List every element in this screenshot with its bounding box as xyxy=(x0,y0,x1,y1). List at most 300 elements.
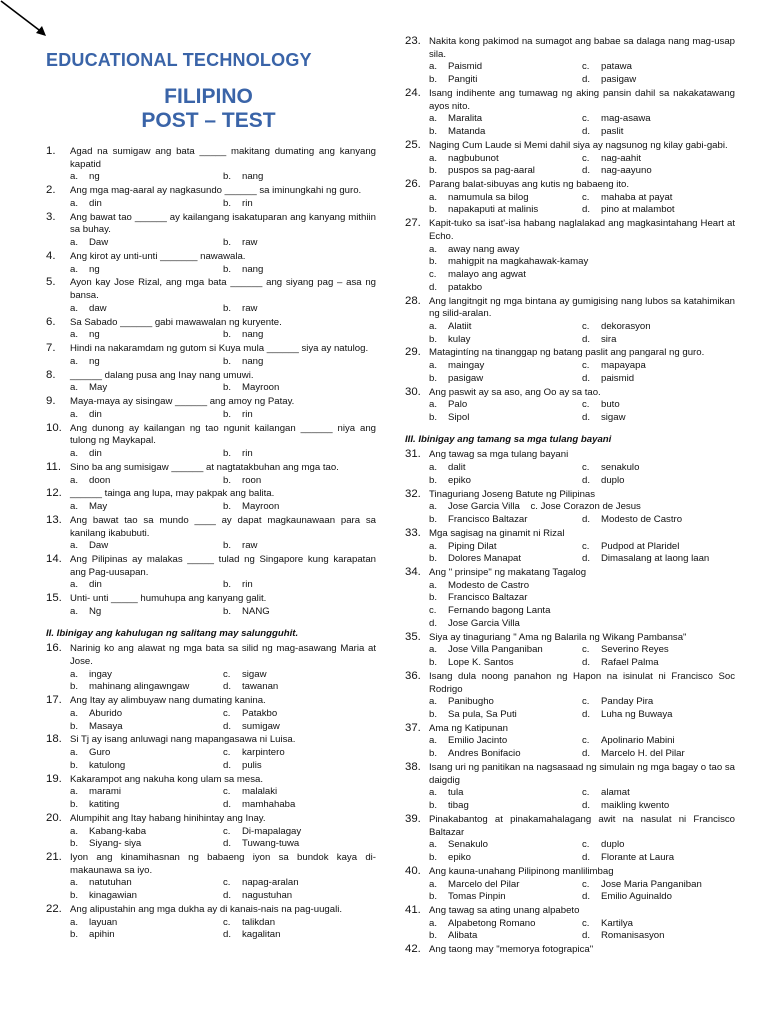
option-letter: c. xyxy=(582,113,590,125)
option-letter: a. xyxy=(70,668,79,680)
option-letter: d. xyxy=(223,799,232,811)
question-text: Ang dunong ay kailangan ng tao ngunit kailangan ______ niya ang tulong ng Maykapal. xyxy=(70,422,376,447)
question-number: 33. xyxy=(405,526,421,539)
answer-option xyxy=(429,126,582,139)
option-letter: b. xyxy=(429,657,438,669)
option-letter: a. xyxy=(70,448,79,460)
option-text: sira xyxy=(601,333,617,345)
option-text: maikling kwento xyxy=(601,800,670,812)
question-number: 5. xyxy=(46,276,56,289)
option-letter: a. xyxy=(70,579,79,591)
answer-option xyxy=(429,735,582,748)
answer-option xyxy=(429,541,582,554)
option-text: Alpabetong Romano xyxy=(448,917,536,929)
option-letter: c. xyxy=(582,399,590,411)
question-item xyxy=(405,140,735,178)
question-text: Ang bawat tao ______ ay kailangang isakatuparan ang kanyang mithiin sa buhay. xyxy=(70,211,376,236)
answer-option xyxy=(429,918,582,931)
answer-option xyxy=(70,917,223,930)
option-letter: b. xyxy=(223,408,232,420)
option-letter: d. xyxy=(582,553,591,565)
answer-options xyxy=(70,786,376,811)
option-letter: a. xyxy=(429,787,438,799)
option-text: puspos sa pag-aaral xyxy=(448,165,535,177)
answer-option xyxy=(223,303,376,316)
option-letter: c. xyxy=(582,540,590,552)
answer-option xyxy=(223,681,376,694)
question-text: Ang kauna-unahang Pilipinong manlilimbag xyxy=(429,865,614,877)
question-item xyxy=(405,671,735,722)
option-letter: c. xyxy=(582,917,590,929)
answer-option xyxy=(223,579,376,592)
option-text: sigaw xyxy=(242,668,267,680)
question-number: 36. xyxy=(405,669,421,682)
option-text: Tomas Pinpin xyxy=(448,891,506,903)
option-letter: b. xyxy=(429,592,438,604)
option-letter: c. xyxy=(582,191,590,203)
option-text: Di-mapalagay xyxy=(242,825,302,837)
option-text: duplo xyxy=(601,839,625,851)
question-number: 2. xyxy=(46,184,56,197)
option-text: epiko xyxy=(448,852,471,863)
question-number: 23. xyxy=(405,35,421,47)
answer-option xyxy=(582,126,735,139)
option-letter: d. xyxy=(582,748,591,760)
question-text: Kakarampot ang nakuha kong ulam sa mesa. xyxy=(70,773,264,785)
question-item xyxy=(405,387,735,425)
option-letter: a. xyxy=(70,605,79,617)
answer-option xyxy=(582,399,735,412)
option-text: nagbubunot xyxy=(448,152,499,164)
answer-options xyxy=(70,606,376,619)
option-text: nang xyxy=(242,355,264,367)
option-letter: a. xyxy=(429,320,438,332)
question-text: Tinaguriang Joseng Batute ng Pilipinas xyxy=(429,488,596,500)
option-letter: a. xyxy=(70,197,79,209)
question-text: Hindi na nakaramdam ng gutom si Kuya mula ______ siya ay natulog. xyxy=(70,343,369,355)
answer-option xyxy=(429,334,582,347)
option-text: maingay xyxy=(448,360,485,372)
option-text: patawa xyxy=(601,61,632,73)
question-item xyxy=(46,515,376,553)
question-item xyxy=(405,528,735,566)
question-text: Ama ng Katipunan xyxy=(429,722,508,734)
option-text: raw xyxy=(242,302,258,314)
question-number: 32. xyxy=(405,487,421,500)
answer-option xyxy=(429,165,582,178)
answer-option xyxy=(582,657,735,670)
option-letter: b. xyxy=(223,579,232,591)
answer-options xyxy=(70,877,376,902)
option-letter: a. xyxy=(70,501,79,513)
option-letter: d. xyxy=(582,126,591,138)
option-letter: c. xyxy=(223,877,231,889)
answer-option xyxy=(429,696,582,709)
question-number: 15. xyxy=(46,592,62,605)
answer-option xyxy=(223,171,376,184)
arrow-mark-icon xyxy=(0,0,50,40)
answer-options xyxy=(70,917,376,942)
page-title: FILIPINO xyxy=(164,85,253,108)
answer-options xyxy=(70,171,376,184)
option-letter: a. xyxy=(429,360,438,372)
question-item xyxy=(405,449,735,487)
question-number: 13. xyxy=(46,513,62,526)
question-item xyxy=(46,423,376,461)
answer-options xyxy=(429,501,735,526)
option-letter: b. xyxy=(223,474,232,486)
option-text: raw xyxy=(242,237,258,249)
answer-option xyxy=(429,657,582,670)
question-item xyxy=(46,488,376,513)
option-text: Kabang-kaba xyxy=(89,825,147,837)
question-text: Ang tawag sa ating unang alpabeto xyxy=(429,905,580,916)
option-letter: b. xyxy=(429,204,438,216)
question-item xyxy=(46,554,376,592)
option-text: Panday Pira xyxy=(601,696,654,708)
answer-option xyxy=(582,192,735,205)
option-letter: b. xyxy=(429,800,438,812)
option-letter: a. xyxy=(70,382,79,394)
option-text: Aburido xyxy=(89,707,123,719)
option-text: Masaya xyxy=(89,720,123,732)
question-number: 26. xyxy=(405,178,421,191)
answer-options xyxy=(70,329,376,342)
option-letter: c. xyxy=(582,644,590,656)
option-text: Mayroon xyxy=(242,382,280,394)
option-letter: b. xyxy=(70,838,79,850)
question-item xyxy=(46,904,376,942)
option-letter: d. xyxy=(582,930,591,942)
option-text: nagustuhan xyxy=(242,890,293,902)
option-text: Modesto de Castro xyxy=(601,514,683,526)
question-item xyxy=(46,734,376,772)
question-item xyxy=(46,146,376,184)
answer-option xyxy=(223,877,376,890)
question-number: 40. xyxy=(405,864,421,877)
answer-option xyxy=(582,514,735,527)
option-letter: a. xyxy=(70,877,79,889)
option-text: Jose Garcia Villa xyxy=(448,617,520,629)
option-text: Andres Bonifacio xyxy=(448,748,521,760)
question-number: 8. xyxy=(46,368,56,381)
option-letter: d. xyxy=(582,657,591,669)
answer-option xyxy=(70,747,223,760)
option-letter: d. xyxy=(223,838,232,850)
answer-options xyxy=(70,303,376,316)
option-text: tawanan xyxy=(242,681,279,693)
option-text: Luha ng Buwaya xyxy=(601,708,673,720)
answer-option xyxy=(582,735,735,748)
option-text: layuan xyxy=(89,916,118,928)
question-number: 35. xyxy=(405,630,421,643)
answer-option xyxy=(223,198,376,211)
answer-option xyxy=(429,475,582,488)
question-number: 29. xyxy=(405,346,421,359)
answer-option xyxy=(70,681,223,694)
option-text: pino at malambot xyxy=(601,204,675,216)
question-number: 12. xyxy=(46,487,62,500)
answer-option xyxy=(223,264,376,277)
option-text: May xyxy=(89,382,108,394)
question-item xyxy=(46,212,376,250)
option-letter: b. xyxy=(429,891,438,903)
option-text: Fernando bagong Lanta xyxy=(448,605,551,617)
option-letter: b. xyxy=(223,605,232,617)
question-text: Mga sagisag na ginamit ni Rizal xyxy=(429,527,565,539)
option-letter: d. xyxy=(582,891,591,903)
question-text: Isang indihente ang tumawag ng aking pansin dahil sa nakakatawang ayos nito. xyxy=(429,87,735,112)
answer-option xyxy=(70,501,223,514)
option-letter: a. xyxy=(70,540,79,552)
option-letter: b. xyxy=(223,237,232,249)
option-letter: a. xyxy=(70,474,79,486)
question-number: 3. xyxy=(46,210,56,223)
option-text: Severino Reyes xyxy=(601,644,669,656)
answer-option xyxy=(429,204,582,217)
option-letter: d. xyxy=(582,333,591,345)
option-text: Modesto de Castro xyxy=(448,579,530,591)
option-text: talikdan xyxy=(242,916,276,928)
question-item xyxy=(405,567,735,631)
question-text: Iyon ang kinamihasnan ng babaeng iyon sa bundok kaya di-makaunawa sa iyo. xyxy=(70,852,376,876)
option-text: alamat xyxy=(601,787,630,799)
option-letter: c. xyxy=(582,320,590,332)
answer-option xyxy=(582,748,735,761)
answer-option xyxy=(582,462,735,475)
answer-option xyxy=(429,709,582,722)
option-letter: d. xyxy=(223,929,232,941)
question-item xyxy=(405,296,735,347)
question-text: Sa Sabado ______ gabi mawawalan ng kuryente. xyxy=(70,316,282,328)
option-text: mag-asawa xyxy=(601,113,651,125)
question-text: Siya ay tinaguriang " Ama ng Balarila ng Wikang Pambansa" xyxy=(429,631,687,643)
question-text: Ang taong may "memorya fotograpica" xyxy=(429,944,594,956)
question-text: Nakita kong pakimod na sumagot ang babae sa dalaga nang mag-usap sila. xyxy=(429,36,735,60)
question-number: 21. xyxy=(46,851,62,864)
option-letter: a. xyxy=(70,916,79,928)
answer-options xyxy=(429,696,735,721)
answer-option xyxy=(70,760,223,773)
answer-option xyxy=(582,113,735,126)
answer-option xyxy=(429,787,582,800)
answer-option xyxy=(429,61,582,74)
question-item xyxy=(46,370,376,395)
answer-option xyxy=(582,918,735,931)
option-text: Emilio Jacinto xyxy=(448,735,508,747)
option-text: apihin xyxy=(89,929,115,941)
question-number: 20. xyxy=(46,811,62,824)
answer-option xyxy=(223,917,376,930)
question-text: Si Tj ay isang anluwagi nang mapangasawa ni Luisa. xyxy=(70,734,296,746)
answer-options xyxy=(429,787,735,812)
answer-option xyxy=(429,605,735,618)
option-letter: a. xyxy=(429,399,438,411)
answer-options xyxy=(70,747,376,772)
option-letter: a. xyxy=(429,579,438,591)
option-text: karpintero xyxy=(242,747,285,759)
answer-options xyxy=(429,244,735,295)
answer-option xyxy=(582,74,735,87)
answer-option xyxy=(223,721,376,734)
option-text: Palo xyxy=(448,399,468,411)
option-letter: c. xyxy=(582,787,590,799)
answer-option xyxy=(70,890,223,903)
question-number: 18. xyxy=(46,733,62,746)
answer-option xyxy=(429,930,582,943)
answer-options xyxy=(429,360,735,385)
answer-option xyxy=(582,930,735,943)
option-letter: b. xyxy=(429,256,438,268)
question-item xyxy=(405,632,735,670)
option-letter: a. xyxy=(70,302,79,314)
option-text: Apolinario Mabini xyxy=(601,735,675,747)
answer-option xyxy=(429,618,735,631)
answer-option xyxy=(70,826,223,839)
option-letter: c. xyxy=(582,696,590,708)
option-text: Pangiti xyxy=(448,74,478,86)
option-text: dalit xyxy=(448,462,466,474)
option-letter: a. xyxy=(429,113,438,125)
option-letter: b. xyxy=(223,501,232,513)
answer-option xyxy=(223,329,376,342)
question-number: 37. xyxy=(405,721,421,734)
answer-options xyxy=(70,501,376,514)
answer-options xyxy=(70,540,376,553)
answer-option xyxy=(582,879,735,892)
option-letter: b. xyxy=(429,553,438,565)
option-text: buto xyxy=(601,399,620,411)
option-text: Kartilya xyxy=(601,917,633,929)
option-letter: a. xyxy=(429,540,438,552)
right-column xyxy=(405,36,735,958)
option-letter: d. xyxy=(582,412,591,424)
option-text: Daw xyxy=(89,237,109,249)
answer-option xyxy=(70,669,223,682)
option-text: katiting xyxy=(89,799,120,811)
question-item xyxy=(405,218,735,294)
option-letter: a. xyxy=(70,408,79,420)
question-item xyxy=(405,179,735,217)
question-number: 27. xyxy=(405,217,421,230)
answer-option xyxy=(429,800,582,813)
answer-option xyxy=(582,475,735,488)
question-number: 6. xyxy=(46,315,56,328)
option-text: Marcelo H. del Pilar xyxy=(601,748,685,760)
answer-option xyxy=(429,839,582,852)
answer-option xyxy=(70,382,223,395)
answer-option xyxy=(70,579,223,592)
question-item xyxy=(405,723,735,761)
answer-option xyxy=(223,929,376,942)
answer-option xyxy=(223,409,376,422)
question-item xyxy=(405,944,735,957)
question-item xyxy=(46,813,376,851)
answer-option xyxy=(429,282,735,295)
option-text: din xyxy=(89,408,102,420)
answer-options xyxy=(429,61,735,86)
answer-options xyxy=(429,321,735,346)
option-letter: d. xyxy=(582,204,591,216)
question-text: Ayon kay Jose Rizal, ang mga bata ______ ang siyang pag – asa ng bansa. xyxy=(70,277,376,302)
option-text: Dolores Manapat xyxy=(448,553,522,565)
question-text: Unti- unti _____ humuhupa ang kanyang galit. xyxy=(70,593,267,605)
answer-option xyxy=(70,786,223,799)
option-letter: b. xyxy=(223,329,232,341)
option-letter: b. xyxy=(429,165,438,177)
answer-option xyxy=(223,356,376,369)
answer-option xyxy=(582,412,735,425)
option-text: daw xyxy=(89,302,107,314)
option-letter: a. xyxy=(429,735,438,747)
answer-options xyxy=(429,153,735,178)
option-letter: b. xyxy=(429,514,438,526)
option-text: tula xyxy=(448,787,464,799)
option-letter: a. xyxy=(429,191,438,203)
question-number: 31. xyxy=(405,448,421,461)
question-text: Ang paswit ay sa aso, ang Oo ay sa tao. xyxy=(429,386,601,398)
answer-option xyxy=(582,839,735,852)
option-text: Francisco Baltazar xyxy=(448,592,528,604)
option-text: Alibata xyxy=(448,930,478,942)
question-number: 42. xyxy=(405,943,421,956)
answer-option xyxy=(582,61,735,74)
answer-option xyxy=(223,382,376,395)
answer-option xyxy=(582,321,735,334)
option-letter: d. xyxy=(582,74,591,86)
option-letter: d. xyxy=(582,708,591,720)
option-text: sumigaw xyxy=(242,720,280,732)
option-letter: c. xyxy=(223,707,231,719)
option-letter: c. xyxy=(582,878,590,890)
answer-options xyxy=(429,918,735,943)
answer-option xyxy=(429,580,735,593)
answer-option xyxy=(223,786,376,799)
answer-option xyxy=(223,826,376,839)
answer-options xyxy=(70,382,376,395)
question-text: Ang Pilipinas ay malakas _____ tulad ng Singapore kung karapatan ang Pag-uusapan. xyxy=(70,554,376,578)
page-subtitle: POST – TEST xyxy=(141,109,276,132)
option-text: din xyxy=(89,579,102,591)
option-letter: c. xyxy=(582,462,590,474)
answer-option xyxy=(70,198,223,211)
answer-options xyxy=(70,356,376,369)
option-letter: c. xyxy=(582,61,590,73)
option-text: din xyxy=(89,448,102,460)
question-number: 30. xyxy=(405,385,421,398)
option-text: nang xyxy=(242,329,264,341)
answer-options xyxy=(70,579,376,592)
answer-option xyxy=(223,606,376,619)
answer-options xyxy=(70,475,376,488)
option-text: napag-aralan xyxy=(242,877,299,889)
option-letter: b. xyxy=(223,382,232,394)
answer-option xyxy=(429,592,735,605)
answer-option xyxy=(429,113,582,126)
answer-options xyxy=(429,541,735,566)
answer-option xyxy=(582,541,735,554)
option-letter: d. xyxy=(582,165,591,177)
option-letter: c. xyxy=(223,747,231,759)
answer-options xyxy=(429,462,735,487)
answer-option xyxy=(582,709,735,722)
answer-option xyxy=(429,879,582,892)
option-text: roon xyxy=(242,474,262,486)
answer-options xyxy=(70,237,376,250)
answer-option xyxy=(70,799,223,812)
option-text: Panibugho xyxy=(448,696,494,708)
answer-option xyxy=(429,462,582,475)
